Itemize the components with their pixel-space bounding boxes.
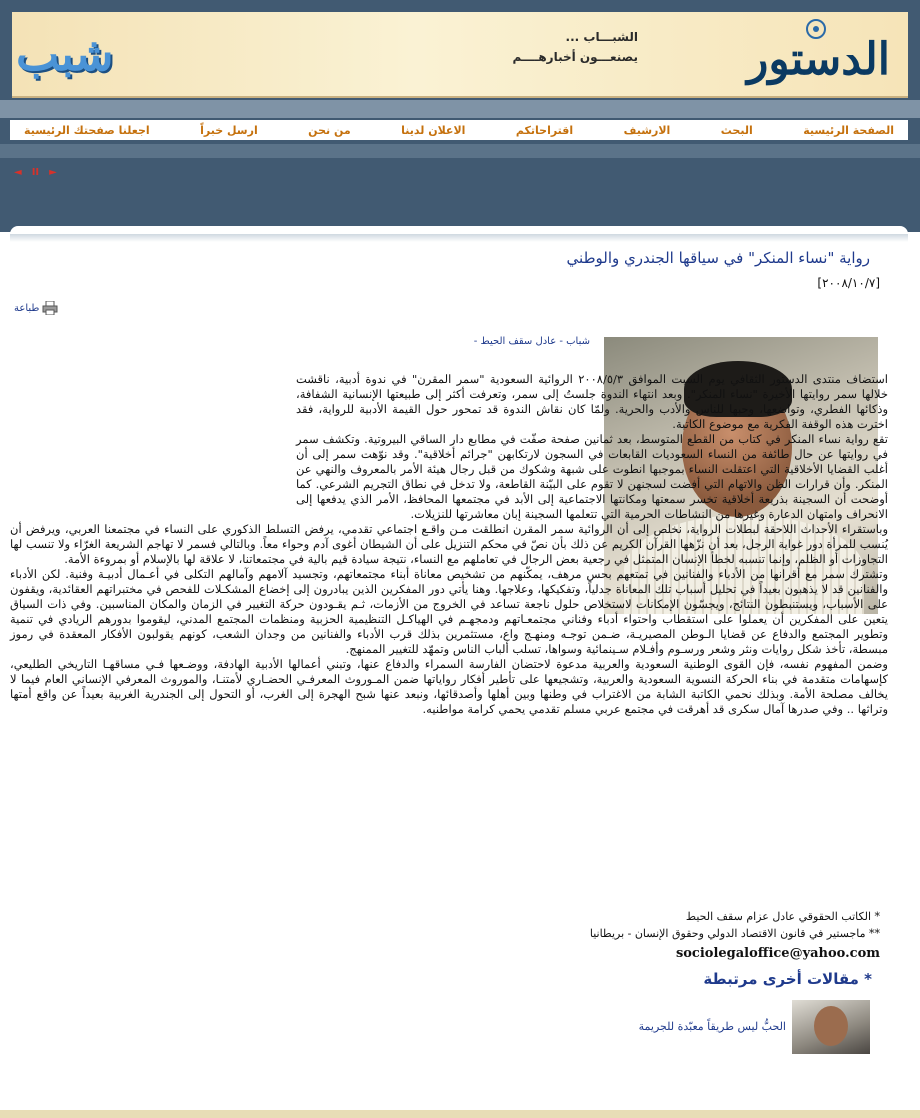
article-paragraph: وضمن المفهوم نفسه، فإن القوى الوطنية السعودية والعربية مدعوة لاحتضان الفارسة السمراء والدفاع عنها، وتبني أعمالها الأدبية الهادفة، ووضـعها فـي مساقهـا التاريخي الطليعي، كإسهامات متقدمة في بناء الحركة النسوية السعودية والعربية، وتشجيعها على تأطير أفكار رواياتها ضمن المـوروث المعرفـي الحضـاري لأمتنـا، والموروث المعرفي الإنساني العام فيما لا يخالف مصلحة الأمة. وبذلك نحمي الكاتبة الشابة من الاغتراب في وطنها وبين أهلها وأصدقائها، ونبعد عنها شبح الهجرة إلى الغرب، أو التحول إلى الجندرية الغربية بعيداً عن واقع أمتها وتراثها .. وفي صدرها آمال سكرى قد أهرقت في مجتمع عربي مسلم تقدمي يحمي كرامة مواطنيه. [10, 657, 888, 716]
article-byline: شباب - عادل سقف الحيط - [473, 336, 590, 347]
author-info [590, 909, 880, 965]
section-logo[interactable]: شبب [16, 27, 114, 81]
nav-archive[interactable]: الارشيف [623, 123, 671, 137]
news-ticker-controls [14, 167, 57, 178]
main-nav [10, 120, 908, 140]
print-link[interactable] [14, 301, 58, 315]
content-panel-top [10, 226, 908, 242]
article-title: رواية "نساء المنكر" في سياقها الجندري والوطني [566, 249, 870, 267]
article-paragraph: تقع رواية نساء المنكر في كتاب من القطع المتوسط، بعد ثمانين صفحة صفّت في مطابع دار الساقي البيروتية. وتكشف سمر في روايتها عن حال طائفة من النساء السعوديات القابعات في السجون لارتكابهن "جرائم أخلاقية". وقد نوّهت سمر إلى أن أغلب القضايا الأخلاقية التي اعتقلت النساء بموجبها انطوت على شبهة وشكوك من قبل رجال هيئة الأمر بالمعروف والنهي عن المنكر. وأن قرارات الظن والاتهام التي أفضت لسجنهن لا تقوم على البيّنة القاطعة، ولا تدخل في نطاق التجريم الشرعي. كما أوضحت أن السجينة بذريعة أخلاقية تخسر سمعتها ومكانتها الاجتماعية إلى الأبد في مجتمعها المحافظ، الأمر الذي يدفعها إلى الانحراف وامتهان الدعارة وغيرها من النشاطات الحرمية التي تتعلمها السجينة إبان معاشرتها للنزيلات. [296, 432, 888, 521]
site-logo-text: الدستور [747, 34, 890, 85]
article-paragraph: استضاف منتدى الدستور الثقافي يوم السبت الموافق ٢٠٠٨/٥/٣ الروائية السعودية "سمر المقرن" في ندوة أدبية، ناقشت خلالها سمر روايتها الأخيرة "نساء المنكر". وبعد انتهاء الندوة جلستُ إلى سمر، وتعرفت أكثر إلى طبيعتها الإنسانية الشفافة، وذكائها الفطري، وتواضعها، وحبها للناس والأدب والحرية. ولمّا كان نقاش الندوة قد تمحور حول القيمة الأدبية للرواية، فقد اخترت هذه الوقفة الفكرية مع موضوع الكاتبة. [296, 372, 888, 431]
nav-search[interactable]: البحث [720, 123, 753, 137]
print-label[interactable]: طباعة [14, 302, 40, 314]
article-paragraph: وتشترك سمر مع أقرانها من الأدباء والفنانين في تمتعهم بحس مرهف، يمكّنهم من تشخيص معاناة أبناء مجتمعاتهم، وتجسيد آلامهم وآمالهم التكلى في أعـمال أدبيـة وفنية. لكن الأدباء والفنانين قد لا يذهبون بعيداً في تحليل أسباب تلك المعاناة جدلياً، وتفكيكها، وعلاجها. وهنا يأتي دور المفكرين الذين يبادرون إلى إخضاع المشكـلات للفحص في مختبراتهم العقائدية، ويقفون على الأسباب، ويستنبطون النتائج، ويجسّون الإمكانات لاستخلاص حلول ناجعة تساعد في الخروج من الأزمات، ثـم يقـودون حركة التغيير في الزمان والمكان المناسبين. وفي ذات السياق يتعين على المفكرين أن يعملوا على استقطاب واحتواء أدباء وفناني مجتمعـاتهم ودمجهـم في الهياكـل التنظيمية الحزبية ومنظمات المجتمع المدني، ليقوموا بدورهم الريادي في تنمية وتطوير المجتمع والدفاع عن قضايا الـوطن المصيريـة، ضـمن توجـه ومنهـج واع، مستثمرين بذلك قرب الأدباء والفنانين من وجدان الشعب، كونهم يقولبون الأفكار المعقدة في رموز مبسطة، تأخذ شكل روايات ونثر وشعر ورسـوم وأفـلام سـينمائية وسواها، تسلب ألباب الناس وتمهّد للتغيير الممنهج. [10, 567, 888, 656]
ticker-pause-icon[interactable]: II [31, 167, 40, 178]
header-tagline [513, 30, 638, 64]
nav-suggestions[interactable]: اقتراحاتكم [515, 123, 574, 137]
nav-send-news[interactable]: ارسل خبراً [200, 123, 258, 137]
related-articles-heading: * مقالات أخرى مرتبطة [703, 970, 872, 988]
nav-divider [0, 144, 920, 158]
article-body-wrapped [296, 372, 888, 522]
article-date: [٢٠٠٨/١٠/٧] [817, 276, 880, 290]
ticker-prev-icon[interactable]: ◄ [14, 167, 22, 178]
header-divider [0, 100, 920, 118]
author-name: * الكاتب الحقوقي عادل عزام سقف الحيط [685, 910, 880, 923]
tagline-line1: الشبـــاب ... [565, 30, 638, 44]
footer-strip [0, 1110, 920, 1118]
nav-make-homepage[interactable]: اجعلنا صفحتك الرئيسية [24, 123, 150, 137]
printer-icon[interactable] [42, 301, 58, 315]
nav-about[interactable]: من نحن [308, 123, 351, 137]
article-body [10, 372, 888, 717]
related-article-link[interactable]: الحبُّ ليس طريقاً معبّدة للجريمة [638, 1020, 786, 1033]
article-paragraph: وباستقراء الأحداث اللاحقة لبطلات الرواية، نخلص إلى أن الروائية سمر المقرن انطلقت مـن واقـع اجتماعي تقدمي، يرفض التسلط الذكوري على النساء في مجتمعنا العربي، ويرفض أن يُنسب للمرأة دور غواية الرجل، بعد أن نزّهها القرآن الكريم عن ذلك بأن نصّ في محكم التنزيل على أن الشيطان أغوى آدم وحواء معاً. وبالتالي فسمر لا تهاجم الشريعة الغرّاء ولا تنسب لها التجاوزات أو الظلم، وإنما تنسبه لخطأ الإنسان المتمثل في رجعية بعض الرجال في تعاملهم مع النساء، نتيجة سيادة قيم بالية في مجتمعاتنا، لا علاقة لها بالإسلام أو بمروءة الأمة. [10, 522, 888, 566]
related-article-item[interactable] [639, 1000, 870, 1054]
ticker-next-icon[interactable]: ► [49, 167, 57, 178]
nav-home[interactable]: الصفحة الرئيسية [803, 123, 894, 137]
related-article-thumbnail[interactable] [792, 1000, 870, 1054]
author-credentials: ** ماجستير في قانون الاقتصاد الدولي وحقوق الإنسان - بريطانيا [589, 927, 880, 940]
header-banner [12, 12, 908, 98]
tagline-line2: يصنعـــون أخبارهــــم [512, 50, 638, 64]
site-logo[interactable] [720, 18, 890, 90]
nav-advertise[interactable]: الاعلان لدينا [401, 123, 466, 137]
author-email[interactable]: sociolegaloffice@yahoo.com [675, 946, 880, 961]
